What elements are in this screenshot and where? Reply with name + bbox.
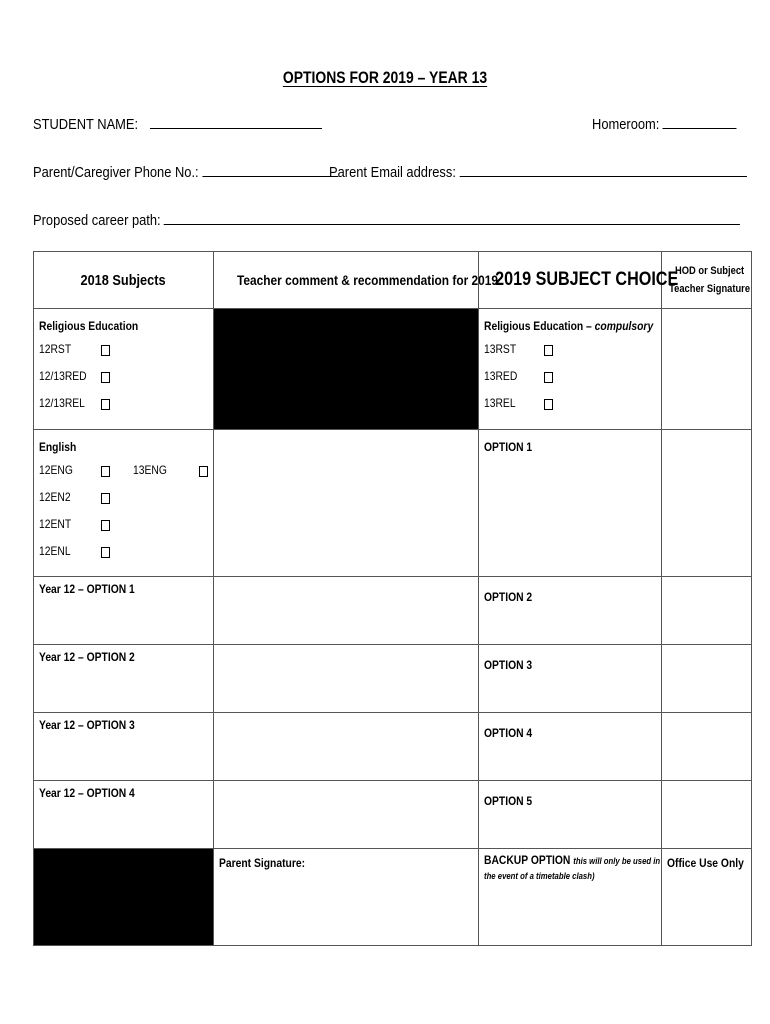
compulsory-label: compulsory: [594, 319, 654, 333]
option-choice-cell: [479, 645, 662, 713]
option-1-label: OPTION 1: [484, 440, 533, 454]
table-header-row: [34, 252, 752, 309]
checkbox-12enl[interactable]: [101, 547, 110, 558]
parent-signature-cell[interactable]: [214, 849, 479, 946]
subject-12ent: 12ENT: [39, 517, 72, 531]
checkbox-13red[interactable]: [544, 372, 553, 383]
backup-option-note: this will only be used in the event of a timetable clash): [484, 856, 661, 881]
office-use-label: Office Use Only: [667, 856, 744, 870]
homeroom-field[interactable]: [663, 114, 737, 129]
option-5-label: OPTION 5: [484, 794, 533, 808]
checkbox-12-13rel[interactable]: [101, 399, 110, 410]
english-row: [34, 430, 752, 577]
redacted-block: [214, 309, 479, 430]
option-comment-cell[interactable]: [214, 713, 479, 781]
option-choice-cell: [479, 577, 662, 645]
option-choice-cell: [479, 781, 662, 849]
homeroom-row: [592, 114, 737, 133]
backup-option-cell: [479, 849, 662, 946]
redacted-block: [34, 849, 214, 946]
choice-13rst: 13RST: [484, 342, 517, 356]
checkbox-13eng[interactable]: [199, 466, 208, 477]
checkbox-12en2[interactable]: [101, 493, 110, 504]
religious-signature-cell[interactable]: [662, 309, 752, 430]
email-row: [329, 162, 747, 181]
religious-heading: Religious Education: [39, 319, 139, 333]
checkbox-12ent[interactable]: [101, 520, 110, 531]
signature-row: [34, 849, 752, 946]
year12-option-cell: [34, 781, 214, 849]
subject-12eng: 12ENG: [39, 463, 73, 477]
parent-signature-label: Parent Signature:: [219, 856, 306, 870]
choice-13rel: 13REL: [484, 396, 516, 410]
subject-12enl: 12ENL: [39, 544, 71, 558]
religious-choice-heading: Religious Education –: [484, 319, 592, 333]
option-row: [34, 713, 752, 781]
email-label: Parent Email address:: [329, 164, 456, 181]
option-comment-cell[interactable]: [214, 781, 479, 849]
backup-option-label: BACKUP OPTION: [484, 853, 571, 867]
checkbox-13rel[interactable]: [544, 399, 553, 410]
year12-option-2-label: Year 12 – OPTION 2: [39, 650, 135, 664]
header-2018-subjects: 2018 Subjects: [34, 252, 214, 309]
english-comment-cell[interactable]: [214, 430, 479, 577]
option-signature-cell[interactable]: [662, 577, 752, 645]
career-label: Proposed career path:: [33, 212, 161, 229]
year12-option-cell: [34, 645, 214, 713]
career-field[interactable]: [164, 210, 740, 225]
religious-choice-cell: [479, 309, 662, 430]
option-row: [34, 577, 752, 645]
subject-12en2: 12EN2: [39, 490, 71, 504]
option-comment-cell[interactable]: [214, 645, 479, 713]
option-signature-cell[interactable]: [662, 645, 752, 713]
religious-row: [34, 309, 752, 430]
english-choice-cell: [479, 430, 662, 577]
english-subjects-cell: [34, 430, 214, 577]
office-use-cell: [662, 849, 752, 946]
options-table: [33, 251, 752, 946]
checkbox-12eng[interactable]: [101, 466, 110, 477]
checkbox-12rst[interactable]: [101, 345, 110, 356]
year12-option-3-label: Year 12 – OPTION 3: [39, 718, 135, 732]
career-row: [33, 210, 740, 229]
header-hod-signature: HOD or Subject Teacher Signature: [662, 252, 752, 309]
option-signature-cell[interactable]: [662, 713, 752, 781]
year12-option-cell: [34, 713, 214, 781]
subject-12rst: 12RST: [39, 342, 72, 356]
option-3-label: OPTION 3: [484, 658, 533, 672]
english-signature-cell[interactable]: [662, 430, 752, 577]
option-signature-cell[interactable]: [662, 781, 752, 849]
english-heading: English: [39, 440, 77, 454]
phone-row: [33, 162, 338, 181]
option-comment-cell[interactable]: [214, 577, 479, 645]
year12-option-4-label: Year 12 – OPTION 4: [39, 786, 135, 800]
subject-12-13red: 12/13RED: [39, 369, 87, 383]
homeroom-label: Homeroom:: [592, 116, 660, 133]
option-row: [34, 645, 752, 713]
student-name-label: STUDENT NAME:: [33, 116, 139, 133]
subject-13eng: 13ENG: [133, 463, 167, 477]
religious-subjects-cell: [34, 309, 214, 430]
option-2-label: OPTION 2: [484, 590, 533, 604]
option-4-label: OPTION 4: [484, 726, 533, 740]
option-row: [34, 781, 752, 849]
student-name-field[interactable]: [150, 114, 322, 129]
option-choice-cell: [479, 713, 662, 781]
page-title: OPTIONS FOR 2019 – YEAR 13: [282, 68, 488, 87]
year12-option-cell: [34, 577, 214, 645]
header-2019-choice: 2019 SUBJECT CHOICE: [479, 252, 662, 309]
year12-option-1-label: Year 12 – OPTION 1: [39, 582, 135, 596]
phone-field[interactable]: [202, 162, 338, 177]
checkbox-12-13red[interactable]: [101, 372, 110, 383]
email-field[interactable]: [459, 162, 746, 177]
choice-13red: 13RED: [484, 369, 518, 383]
header-teacher-comment: Teacher comment & recommendation for 2019: [214, 252, 479, 309]
student-name-row: [33, 114, 322, 133]
checkbox-13rst[interactable]: [544, 345, 553, 356]
phone-label: Parent/Caregiver Phone No.:: [33, 164, 199, 181]
subject-12-13rel: 12/13REL: [39, 396, 85, 410]
